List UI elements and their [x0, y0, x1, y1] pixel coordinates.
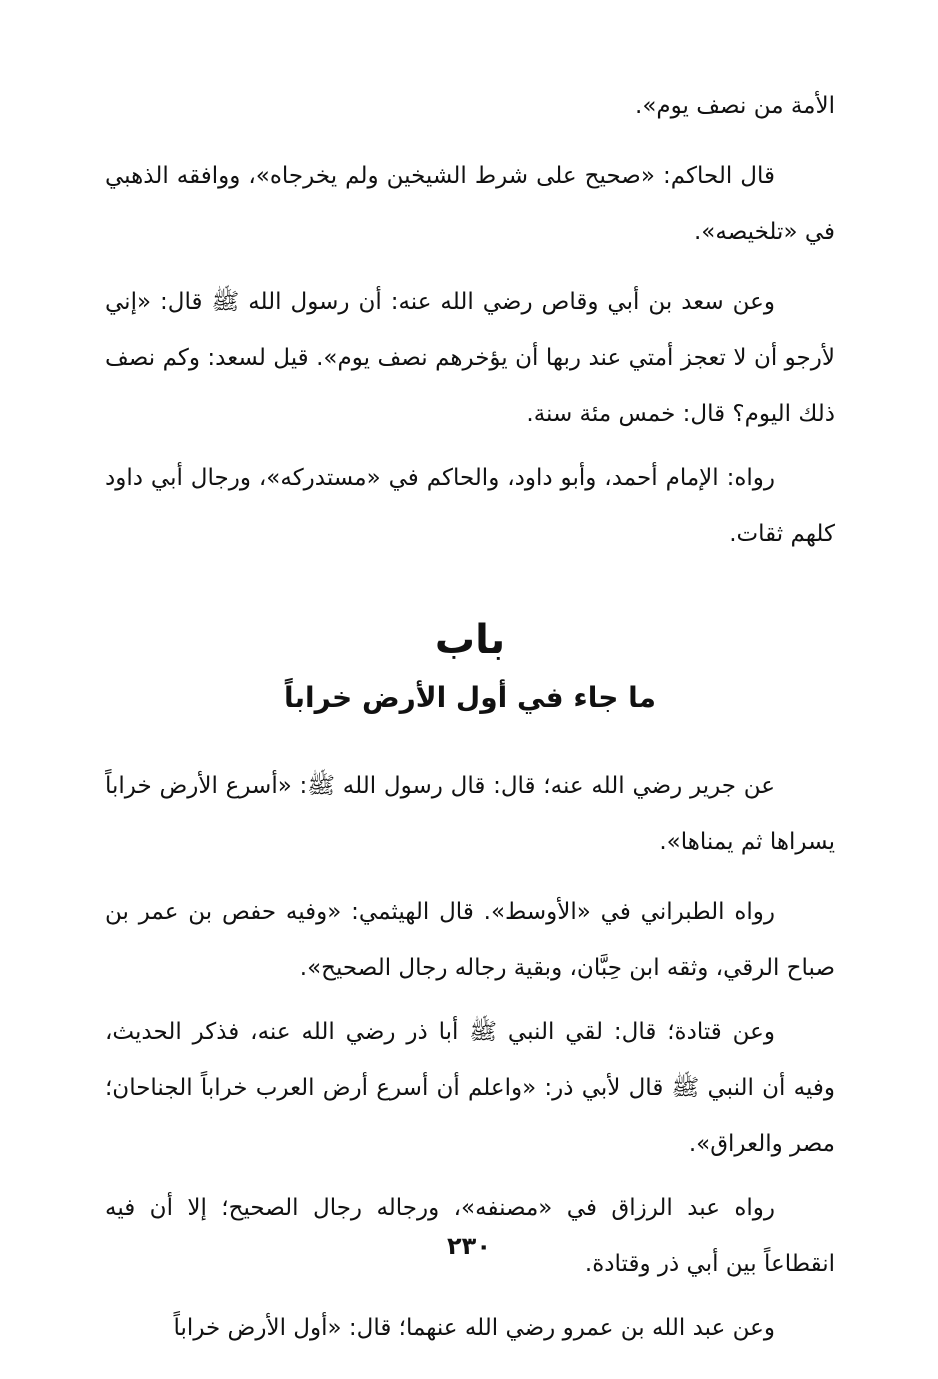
paragraph-narrators: رواه: الإمام أحمد، وأبو داود، والحاكم في «مستدركه»، ورجال أبي داود كلهم ثقات.	[105, 465, 835, 547]
paragraph-saad-hadith: وعن سعد بن أبي وقاص رضي الله عنه: أن رسول الله ﷺ قال: «إني لأرجو أن لا تعجز أمتي عند ربها أن يؤخرهم نصف يوم». قيل لسعد: وكم نصف ذلك اليوم؟ قال: خمس مئة سنة.	[105, 289, 835, 427]
paragraph-tabarani-note: رواه الطبراني في «الأوسط». قال الهيثمي: «وفيه حفص بن عمر بن صباح الرقي، وثقه ابن حِبَّان، وبقية رجاله رجال الصحيح».	[105, 899, 835, 981]
paragraph-abdulrazzaq-note: رواه عبد الرزاق في «مصنفه»، ورجاله رجال الصحيح؛ إلا أن فيه انقطاعاً بين أبي ذر وقتادة.	[105, 1195, 835, 1277]
chapter-subtitle: ما جاء في أول الأرض خراباً	[283, 681, 656, 714]
book-page	[105, 78, 835, 1368]
page-number: ٢٣٠	[447, 1232, 491, 1260]
chapter-title: باب	[434, 617, 506, 663]
paragraph-qatada-hadith: وعن قتادة؛ قال: لقي النبي ﷺ أبا ذر رضي الله عنه، فذكر الحديث، وفيه أن النبي ﷺ قال لأبي ذر: «واعلم أن أسرع أرض العرب خراباً الجناحان؛ مصر والعراق».	[105, 1019, 835, 1157]
paragraph-abdullah-hadith: وعن عبد الله بن عمرو رضي الله عنهما؛ قال: «أول الأرض خراباً	[173, 1315, 775, 1341]
paragraph-jarir-hadith: عن جرير رضي الله عنه؛ قال: قال رسول الله ﷺ: «أسرع الأرض خراباً يسراها ثم يمناها».	[105, 773, 835, 855]
chapter-heading	[105, 614, 835, 724]
paragraph-hakim-note: قال الحاكم: «صحيح على شرط الشيخين ولم يخرجاه»، ووافقه الذهبي في «تلخيصه».	[105, 163, 835, 245]
paragraph-continuation: الأمة من نصف يوم».	[635, 93, 835, 119]
